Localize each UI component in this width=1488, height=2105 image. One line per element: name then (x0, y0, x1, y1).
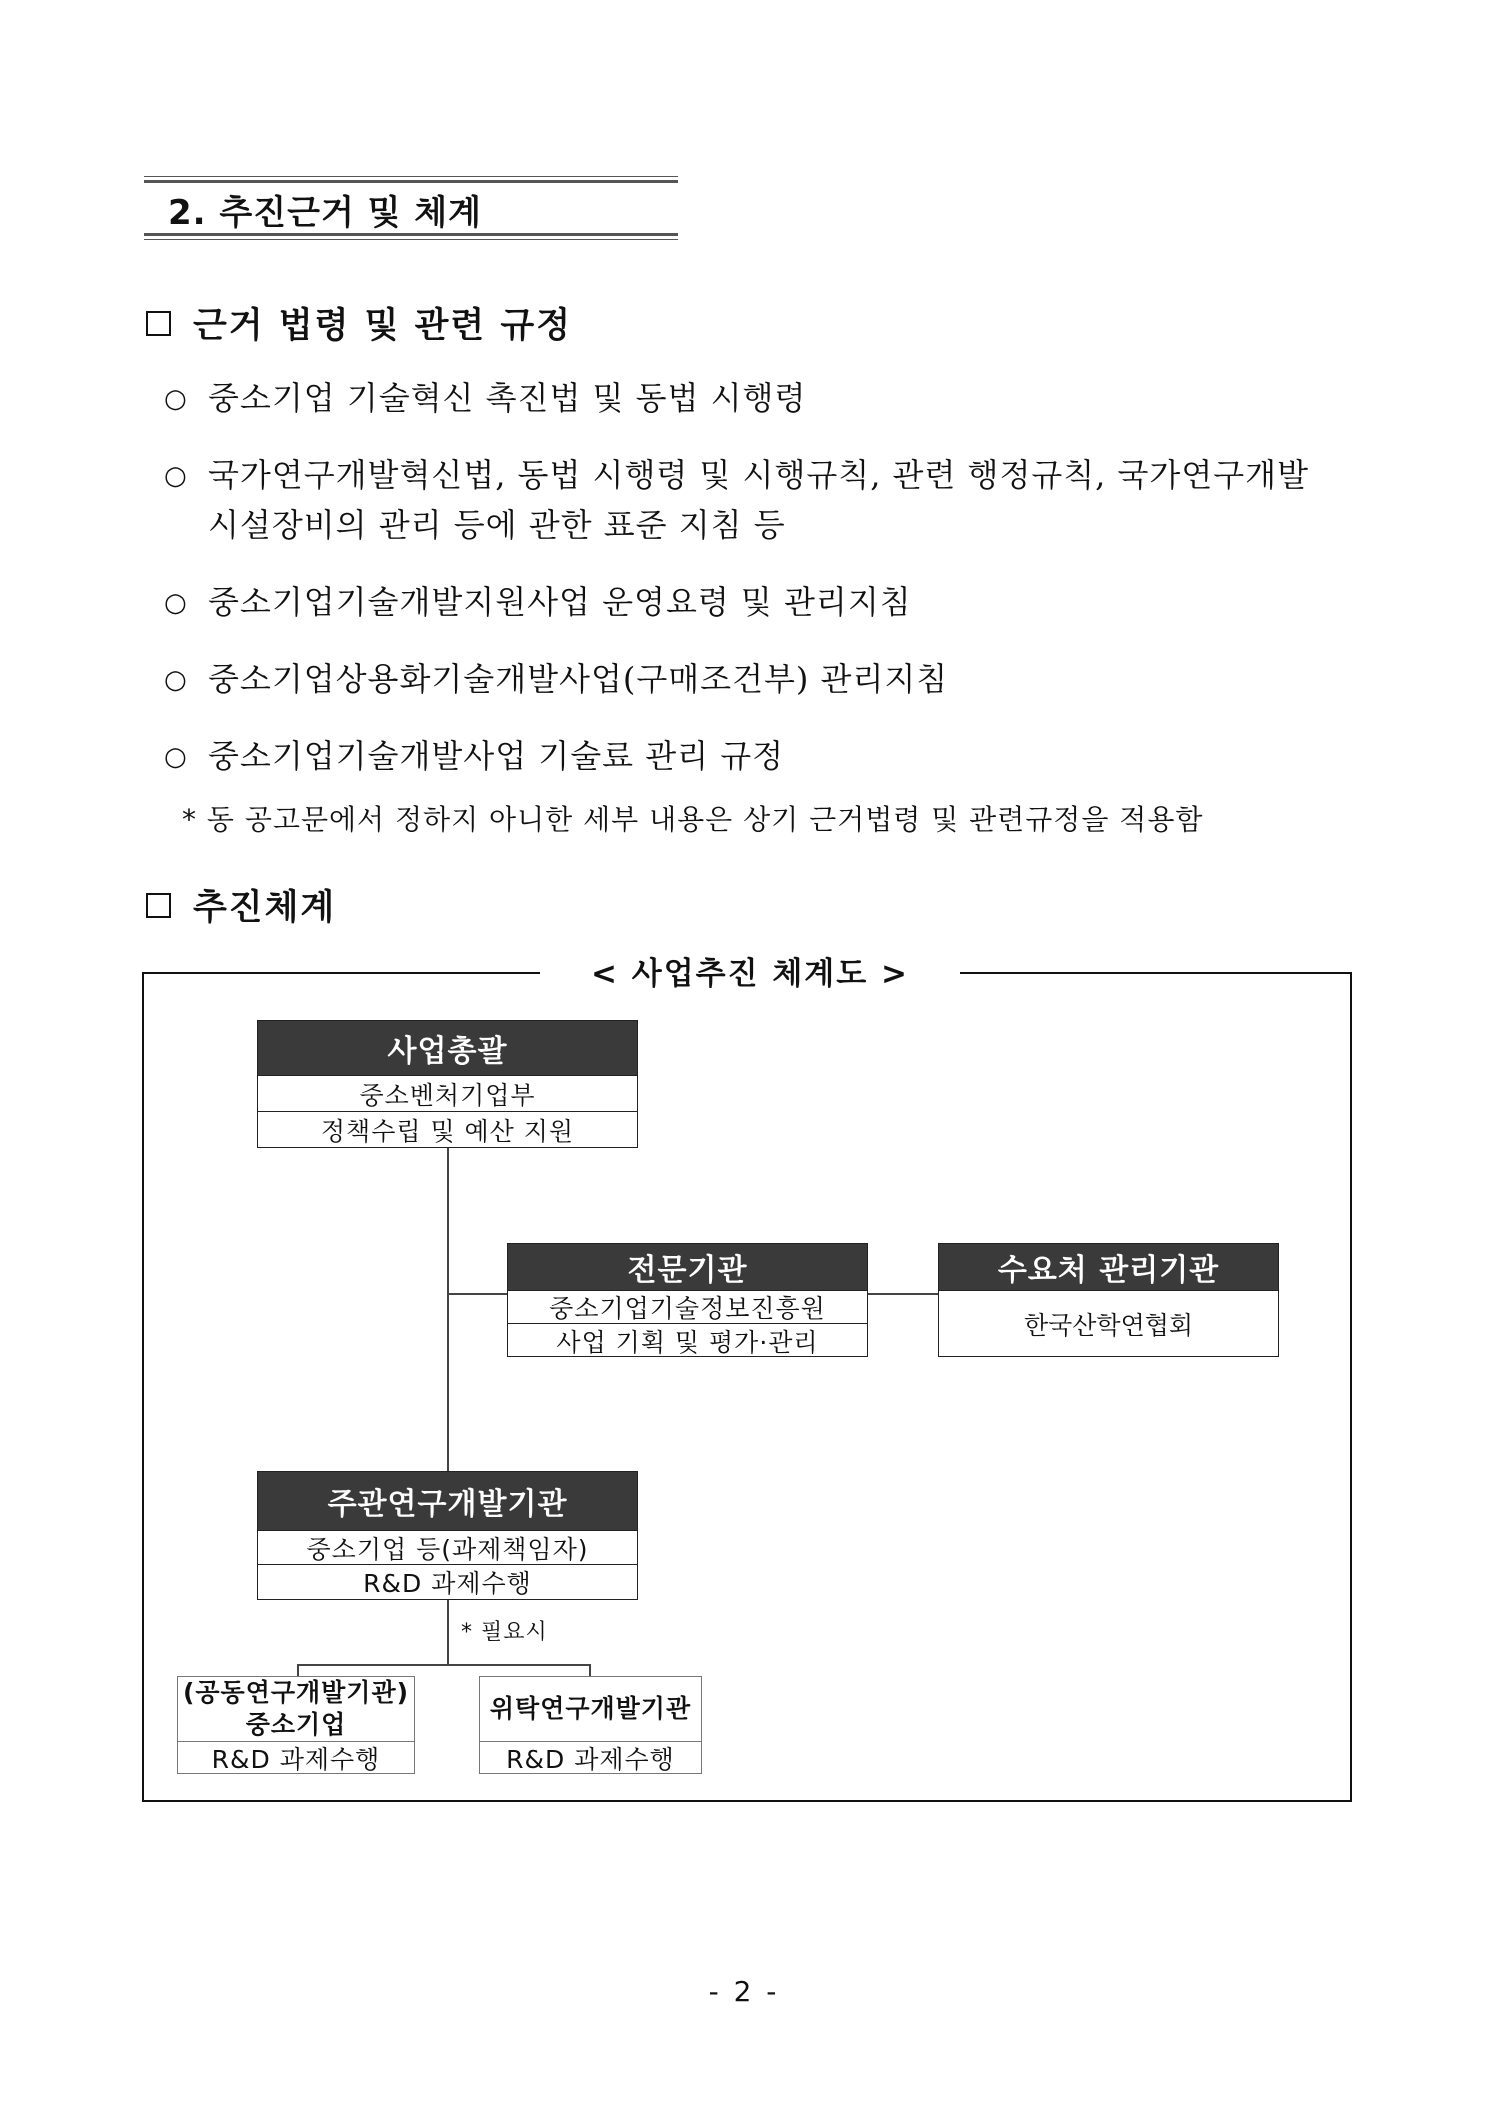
node-expert-head: 전문기관 (508, 1244, 867, 1290)
basis-item-2: 국가연구개발혁신법, 동법 시행령 및 시행규칙, 관련 행정규칙, 국가연구개발 시설장비의 관리 등에 관한 표준 지침 등 (208, 456, 1309, 544)
node-lead-head: 주관연구개발기관 (258, 1472, 637, 1530)
basis-item-4: 중소기업상용화기술개발사업(구매조건부) 관리지침 (208, 660, 949, 698)
basis-heading-text: 근거 법령 및 관련 규정 (193, 306, 573, 346)
node-expert (507, 1243, 868, 1357)
page-number: - 2 - (708, 1975, 780, 2008)
node-overall-row-1: 중소벤처기업부 (258, 1075, 637, 1111)
node-lead-row-1: 중소기업 등(과제책임자) (258, 1530, 637, 1564)
node-joint-row: R&D 과제수행 (178, 1741, 414, 1773)
checkbox-icon (146, 893, 171, 918)
basis-note: * 동 공고문에서 정하지 아니한 세부 내용은 상기 근거법령 및 관련규정을 적용함 (182, 803, 1204, 836)
basis-item-5: 중소기업기술개발사업 기술료 관리 규정 (208, 737, 785, 775)
node-overall-head: 사업총괄 (258, 1021, 637, 1075)
node-expert-row-2: 사업 기획 및 평가·관리 (508, 1323, 867, 1357)
bullet-icon: ○ (164, 588, 187, 618)
node-joint-head: (공동연구개발기관) 중소기업 (182, 1678, 410, 1739)
connector-lead-down (447, 1600, 449, 1664)
system-heading (146, 880, 336, 930)
bullet-icon: ○ (164, 461, 187, 491)
node-consign-head: 위탁연구개발기관 (489, 1694, 692, 1723)
bullet-icon: ○ (164, 665, 187, 695)
diagram-title: < 사업추진 체계도 > (540, 945, 960, 995)
node-consign (479, 1676, 702, 1774)
node-consign-row: R&D 과제수행 (480, 1741, 701, 1773)
connector-vertical-main (447, 1148, 449, 1474)
basis-item-1: 중소기업 기술혁신 촉진법 및 동법 시행령 (208, 379, 807, 417)
node-overall (257, 1020, 638, 1148)
bullet-icon: ○ (164, 384, 187, 414)
if-needed-label: * 필요시 (461, 1620, 548, 1645)
node-lead (257, 1471, 638, 1600)
node-overall-row-2: 정책수립 및 예산 지원 (258, 1111, 637, 1148)
section-title: 2. 추진근거 및 체계 (168, 193, 482, 233)
basis-heading (146, 298, 572, 348)
basis-item-3: 중소기업기술개발지원사업 운영요령 및 관리지침 (208, 583, 912, 621)
checkbox-icon (146, 311, 171, 336)
bullet-icon: ○ (164, 742, 187, 772)
node-demand (938, 1243, 1279, 1357)
system-heading-text: 추진체계 (193, 888, 337, 928)
node-demand-head: 수요처 관리기관 (939, 1244, 1278, 1290)
node-demand-body: 한국산학연협회 (939, 1290, 1278, 1357)
connector-expert-demand (866, 1293, 940, 1295)
connector-to-expert (447, 1293, 509, 1295)
node-lead-row-2: R&D 과제수행 (258, 1564, 637, 1599)
node-joint (177, 1676, 415, 1774)
connector-sub-horizontal (297, 1664, 591, 1666)
section-title-box (144, 176, 678, 240)
node-expert-row-1: 중소기업기술정보진흥원 (508, 1290, 867, 1323)
